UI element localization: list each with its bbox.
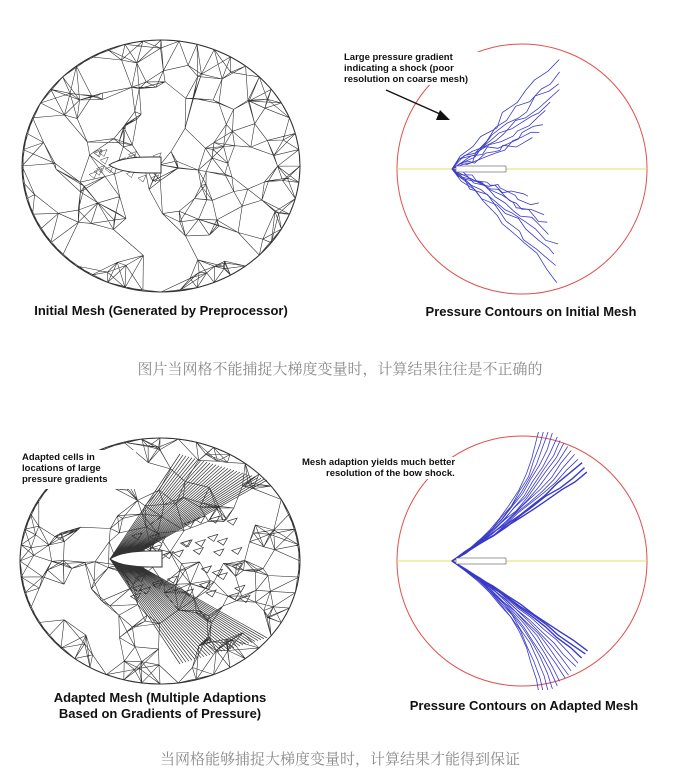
initial-mesh-label: Initial Mesh (Generated by Preprocessor) — [34, 303, 288, 318]
caption-bottom: 当网格能够捕捉大梯度变量时，计算结果才能得到保证 — [159, 750, 520, 768]
shock-annotation: Large pressure gradient indicating a shock (poor resolution on coarse mesh) — [344, 52, 484, 85]
initial-mesh-svg — [20, 38, 302, 294]
adapted-contours-label: Pressure Contours on Adapted Mesh — [409, 698, 639, 713]
body-outline — [456, 558, 506, 564]
initial-contours-label: Pressure Contours on Initial Mesh — [425, 304, 637, 319]
adapted-mesh-label-line2: Based on Gradients of Pressure) — [58, 706, 262, 721]
adapted-mesh-label-line1: Adapted Mesh (Multiple Adaptions — [53, 690, 267, 705]
body-outline — [456, 166, 506, 172]
projectile-body — [109, 157, 161, 173]
initial-mesh-figure — [20, 38, 302, 294]
caption-top: 图片当网格不能捕捉大梯度变量时，计算结果往往是不正确的 — [137, 360, 543, 378]
bow-shock-annotation-line1: Mesh adaption yields much better — [302, 457, 472, 468]
adapted-cells-annotation: Adapted cells in locations of large pressure gradients — [8, 450, 136, 489]
annotation-arrow — [384, 82, 474, 142]
bow-shock-annotation-line2: resolution of the bow shock. — [326, 468, 476, 479]
